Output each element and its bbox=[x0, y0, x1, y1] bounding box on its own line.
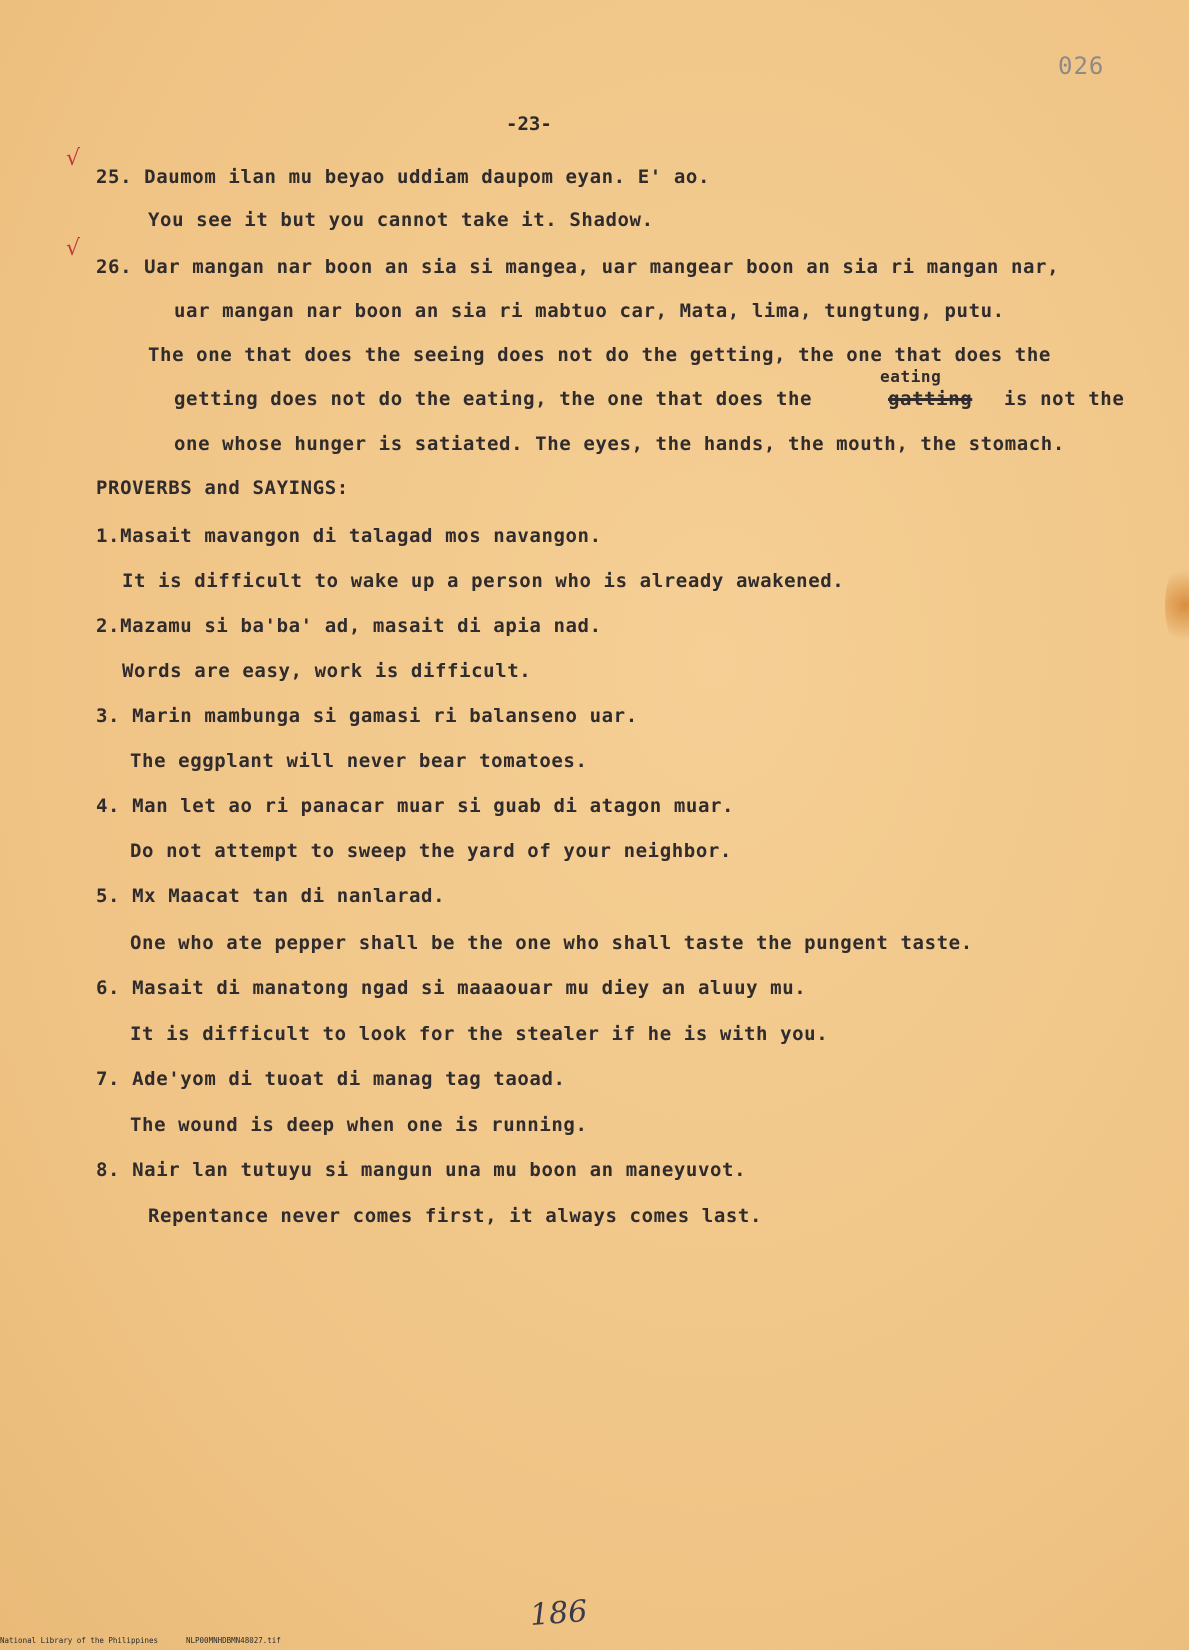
proverb-1-translation: It is difficult to wake up a person who is already awakened. bbox=[122, 570, 845, 592]
riddle-26-translation-2: getting does not do the eating, the one that does the bbox=[174, 388, 813, 410]
proverb-2-translation: Words are easy, work is difficult. bbox=[122, 660, 532, 682]
proverb-6-translation: It is difficult to look for the stealer if he is with you. bbox=[130, 1023, 829, 1045]
proverb-8-text: 8. Nair lan tutuyu si mangun una mu boon an maneyuvot. bbox=[96, 1159, 747, 1181]
proverb-2-text: 2.Mazamu si ba'ba' ad, masait di apia nad. bbox=[96, 615, 602, 637]
paper-stain bbox=[1165, 560, 1189, 650]
struck-word: gatting bbox=[888, 388, 973, 410]
riddle-25-text: 25. Daumom ilan mu beyao uddiam daupom eyan. E' ao. bbox=[96, 166, 710, 188]
proverb-7-translation: The wound is deep when one is running. bbox=[130, 1114, 588, 1136]
proverb-3-text: 3. Marin mambunga si gamasi ri balanseno uar. bbox=[96, 705, 638, 727]
riddle-26-line-2: uar mangan nar boon an sia ri mabtuo car, Mata, lima, tungtung, putu. bbox=[174, 300, 1005, 322]
proverb-5-text: 5. Mx Maacat tan di nanlarad. bbox=[96, 885, 446, 907]
footer-library: National Library of the Philippines bbox=[0, 1636, 159, 1645]
riddle-25-translation: You see it but you cannot take it. Shadow. bbox=[148, 209, 654, 231]
proverb-1-text: 1.Masait mavangon di talagad mos navangon. bbox=[96, 525, 602, 547]
proverb-4-text: 4. Man let ao ri panacar muar si guab di atagon muar. bbox=[96, 795, 735, 817]
riddle-26-translation-2b: is not the bbox=[1004, 388, 1125, 410]
riddle-26-translation-3: one whose hunger is satiated. The eyes, the hands, the mouth, the stomach. bbox=[174, 433, 1065, 455]
proverb-7-text: 7. Ade'yom di tuoat di manag tag taoad. bbox=[96, 1068, 566, 1090]
page-number: -23- bbox=[506, 113, 552, 135]
margin-check-mark: √ bbox=[66, 146, 81, 171]
handwritten-correction: eating bbox=[880, 367, 942, 386]
proverb-4-translation: Do not attempt to sweep the yard of your neighbor. bbox=[130, 840, 732, 862]
footer-filename: NLP00MNHDBMN48027.tif bbox=[186, 1636, 281, 1645]
section-title: PROVERBS and SAYINGS: bbox=[96, 477, 349, 499]
archive-stamp: 026 bbox=[1058, 52, 1105, 80]
proverb-8-translation: Repentance never comes first, it always comes last. bbox=[148, 1205, 762, 1227]
proverb-5-translation: One who ate pepper shall be the one who shall taste the pungent taste. bbox=[130, 932, 973, 954]
proverb-6-text: 6. Masait di manatong ngad si maaaouar mu diey an aluuy mu. bbox=[96, 977, 807, 999]
handwritten-page-number: 186 bbox=[528, 1594, 589, 1633]
margin-check-mark: √ bbox=[66, 236, 81, 261]
proverb-3-translation: The eggplant will never bear tomatoes. bbox=[130, 750, 588, 772]
riddle-26-line-1: 26. Uar mangan nar boon an sia si mangea, uar mangear boon an sia ri mangan nar, bbox=[96, 256, 1060, 278]
riddle-26-translation-1: The one that does the seeing does not do the getting, the one that does the bbox=[148, 344, 1051, 366]
